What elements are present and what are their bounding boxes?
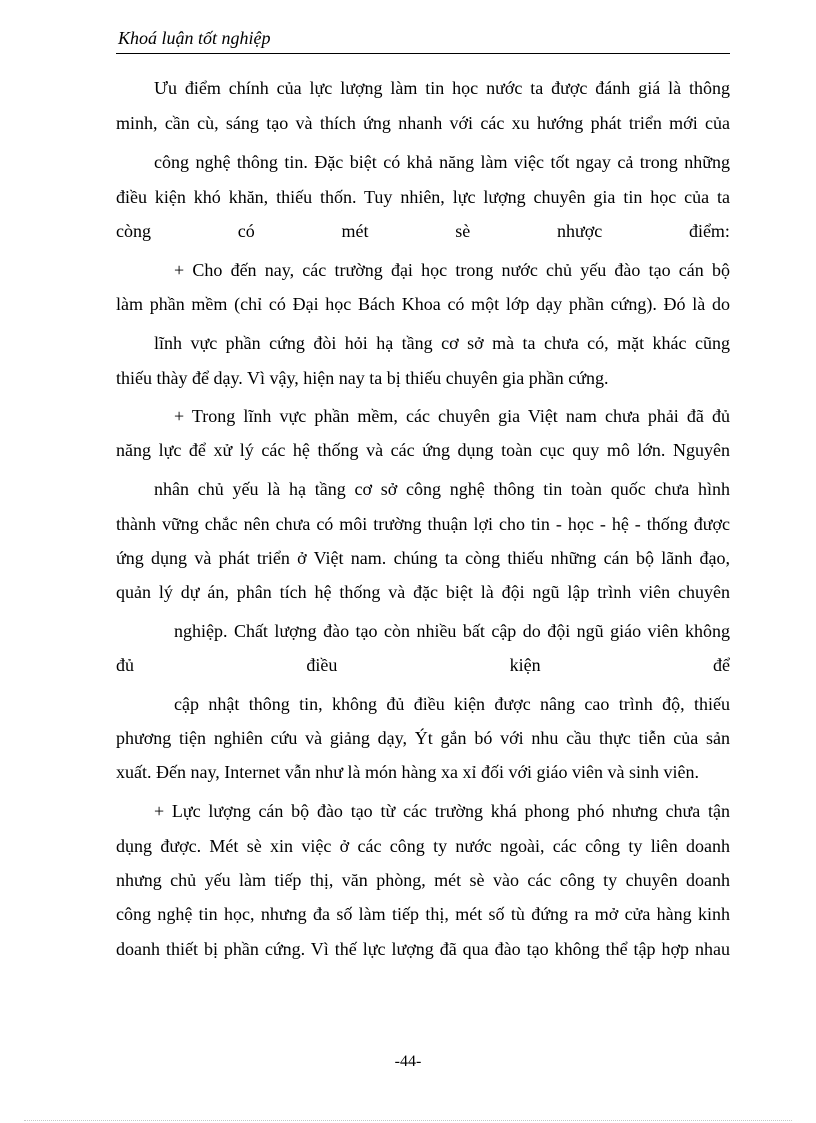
body-line: cập nhật thông tin, không đủ điều kiện được nâng cao trình độ, thiếu	[174, 694, 730, 714]
body-line: làm phần mềm (chỉ có Đại học Bách Khoa có một lớp dạy phần cứng). Đó là do	[116, 294, 730, 314]
body-line: phương tiện nghiên cứu và giảng dạy, Ýt gắn bó với nhu cầu thực tiễn của sản	[116, 728, 730, 748]
body-line: doanh thiết bị phần cứng. Vì thế lực lượng đã qua đào tạo không thể tập hợp nhau	[116, 939, 730, 959]
body-line: dụng được. Mét sè xin việc ở các công ty nước ngoài, các công ty liên doanh	[116, 836, 730, 856]
body-line: Ưu điểm chính của lực lượng làm tin học nước ta được đánh giá là thông	[154, 78, 730, 98]
spread-word: điều	[306, 655, 338, 675]
spread-word: còng	[116, 221, 151, 241]
header-title: Khoá luận tốt nghiệp	[118, 28, 271, 48]
body-line: quản lý dự án, phân tích hệ thống và đặc biệt là đội ngũ lập trình viên chuyên	[116, 582, 730, 602]
page-header	[116, 26, 730, 54]
body-line: nghiệp. Chất lượng đào tạo còn nhiều bất cập do đội ngũ giáo viên không	[174, 621, 730, 641]
spread-word: sè	[455, 221, 471, 241]
body-line: + Lực lượng cán bộ đào tạo từ các trường khá phong phó nhưng chưa tận	[154, 801, 730, 821]
spread-word: có	[237, 221, 255, 241]
body-line: thiếu thày để dạy. Vì vậy, hiện nay ta bị thiếu chuyên gia phần cứng.	[116, 368, 609, 388]
body-line: lĩnh vực phần cứng đòi hỏi hạ tầng cơ sở mà ta chưa có, mặt khác cũng	[154, 333, 730, 353]
spread-word: nhược	[556, 221, 603, 241]
body-line: xuất. Đến nay, Internet vẫn như là món hàng xa xỉ đối với giáo viên và sinh viên.	[116, 762, 699, 782]
body-line: + Trong lĩnh vực phần mềm, các chuyên gia Việt nam chưa phải đã đủ	[174, 406, 730, 426]
spread-word: kiện	[509, 655, 541, 675]
body-line: thành vững chắc nên chưa có môi trường thuận lợi cho tin - học - hệ - thống được	[116, 514, 730, 534]
body-line: nhưng chủ yếu làm tiếp thị, văn phòng, mét sè vào các công ty chuyên doanh	[116, 870, 730, 890]
body-line: công nghệ thông tin. Đặc biệt có khả năng làm việc tốt ngay cả trong những	[154, 152, 730, 172]
spread-line	[116, 219, 730, 243]
body-line: điều kiện khó khăn, thiếu thốn. Tuy nhiên, lực lượng chuyên gia tin học của ta	[116, 187, 730, 207]
body-line: nhân chủ yếu là hạ tầng cơ sở công nghệ thông tin toàn quốc chưa hình	[154, 479, 730, 499]
body-line: minh, cần cù, sáng tạo và thích ứng nhanh với các xu hướng phát triển mới của	[116, 113, 730, 133]
spread-line	[116, 653, 730, 677]
spread-word: đủ	[116, 655, 134, 675]
body-line: + Cho đến nay, các trường đại học trong nước chủ yếu đào tạo cán bộ	[174, 260, 730, 280]
body-line: công nghệ tin học, nhưng đa số làm tiếp thị, mét số tù đứng ra mở cửa hàng kinh	[116, 904, 730, 924]
body-line: năng lực để xử lý các hệ thống và các ứng dụng toàn cục quy mô lớn. Nguyên	[116, 440, 730, 460]
spread-word: để	[712, 655, 730, 675]
page-number: -44-	[394, 1053, 422, 1070]
spread-word: điểm:	[688, 221, 730, 241]
body-line: ứng dụng và phát triển ở Việt nam. chúng ta còng thiếu những cán bộ lãnh đạo,	[116, 548, 730, 568]
page-bottom-divider	[24, 1120, 792, 1121]
spread-word: mét	[341, 221, 369, 241]
